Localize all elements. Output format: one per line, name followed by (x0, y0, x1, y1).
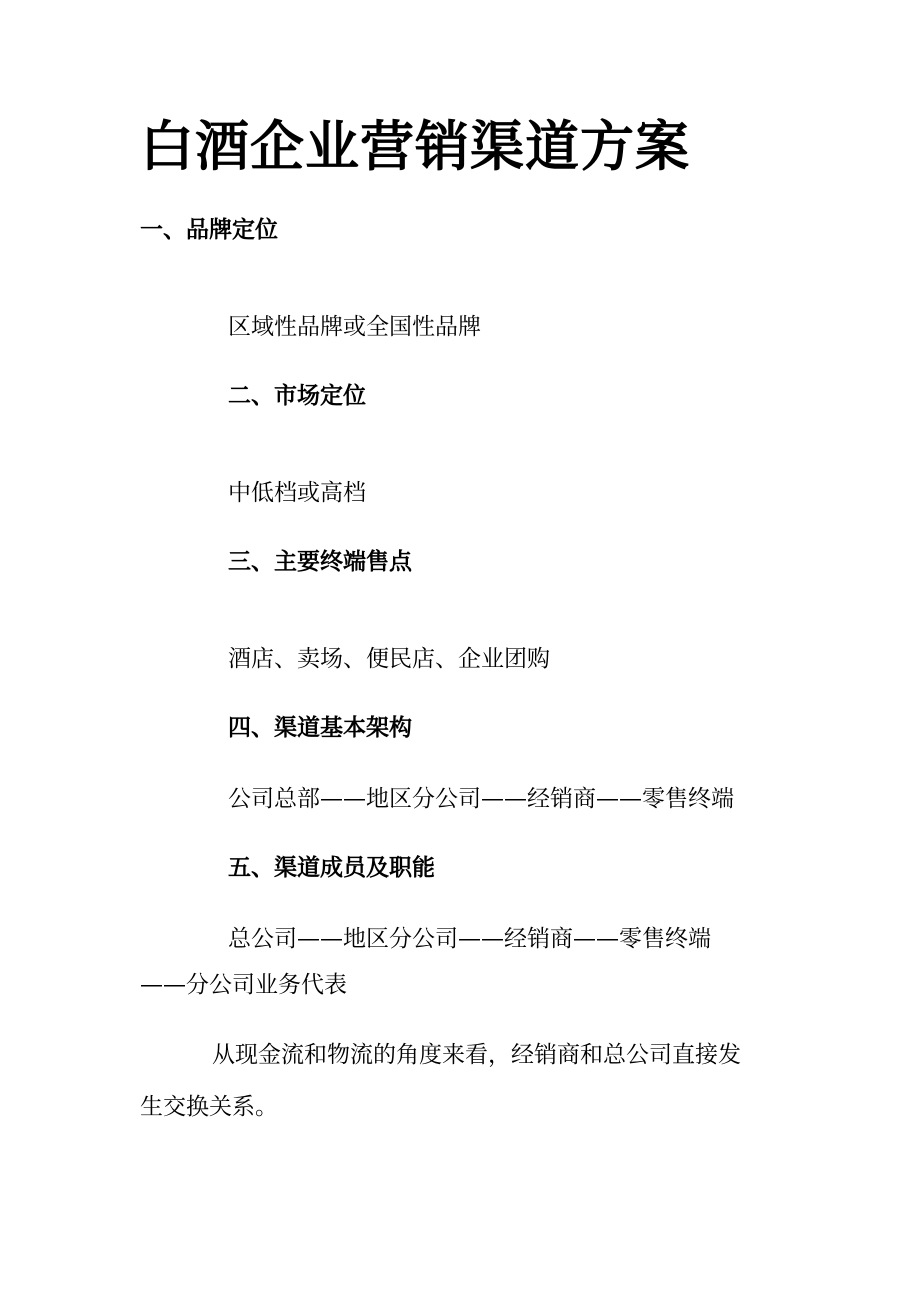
section-heading-market-positioning: 二、市场定位 (228, 383, 366, 409)
section-body-channel-members-line2: ——分公司业务代表 (140, 972, 347, 998)
section-body-brand-positioning: 区域性品牌或全国性品牌 (228, 314, 481, 340)
section-body-channel-members-line1: 总公司——地区分公司——经销商——零售终端 (228, 926, 711, 952)
section-body-main-terminals: 酒店、卖场、便民店、企业团购 (228, 646, 550, 672)
paragraph-line-1: 从现金流和物流的角度来看，经销商和总公司直接发 (212, 1042, 741, 1068)
section-heading-main-terminals: 三、主要终端售点 (228, 549, 412, 575)
section-body-market-positioning: 中低档或高档 (228, 480, 366, 506)
section-heading-channel-structure: 四、渠道基本架构 (228, 715, 412, 741)
section-heading-channel-members: 五、渠道成员及职能 (228, 855, 435, 881)
section-body-channel-structure: 公司总部——地区分公司——经销商——零售终端 (228, 786, 734, 812)
document-title: 白酒企业营销渠道方案 (140, 115, 690, 178)
paragraph-line-2: 生交换关系。 (140, 1094, 278, 1120)
section-heading-brand-positioning: 一、品牌定位 (140, 217, 278, 243)
